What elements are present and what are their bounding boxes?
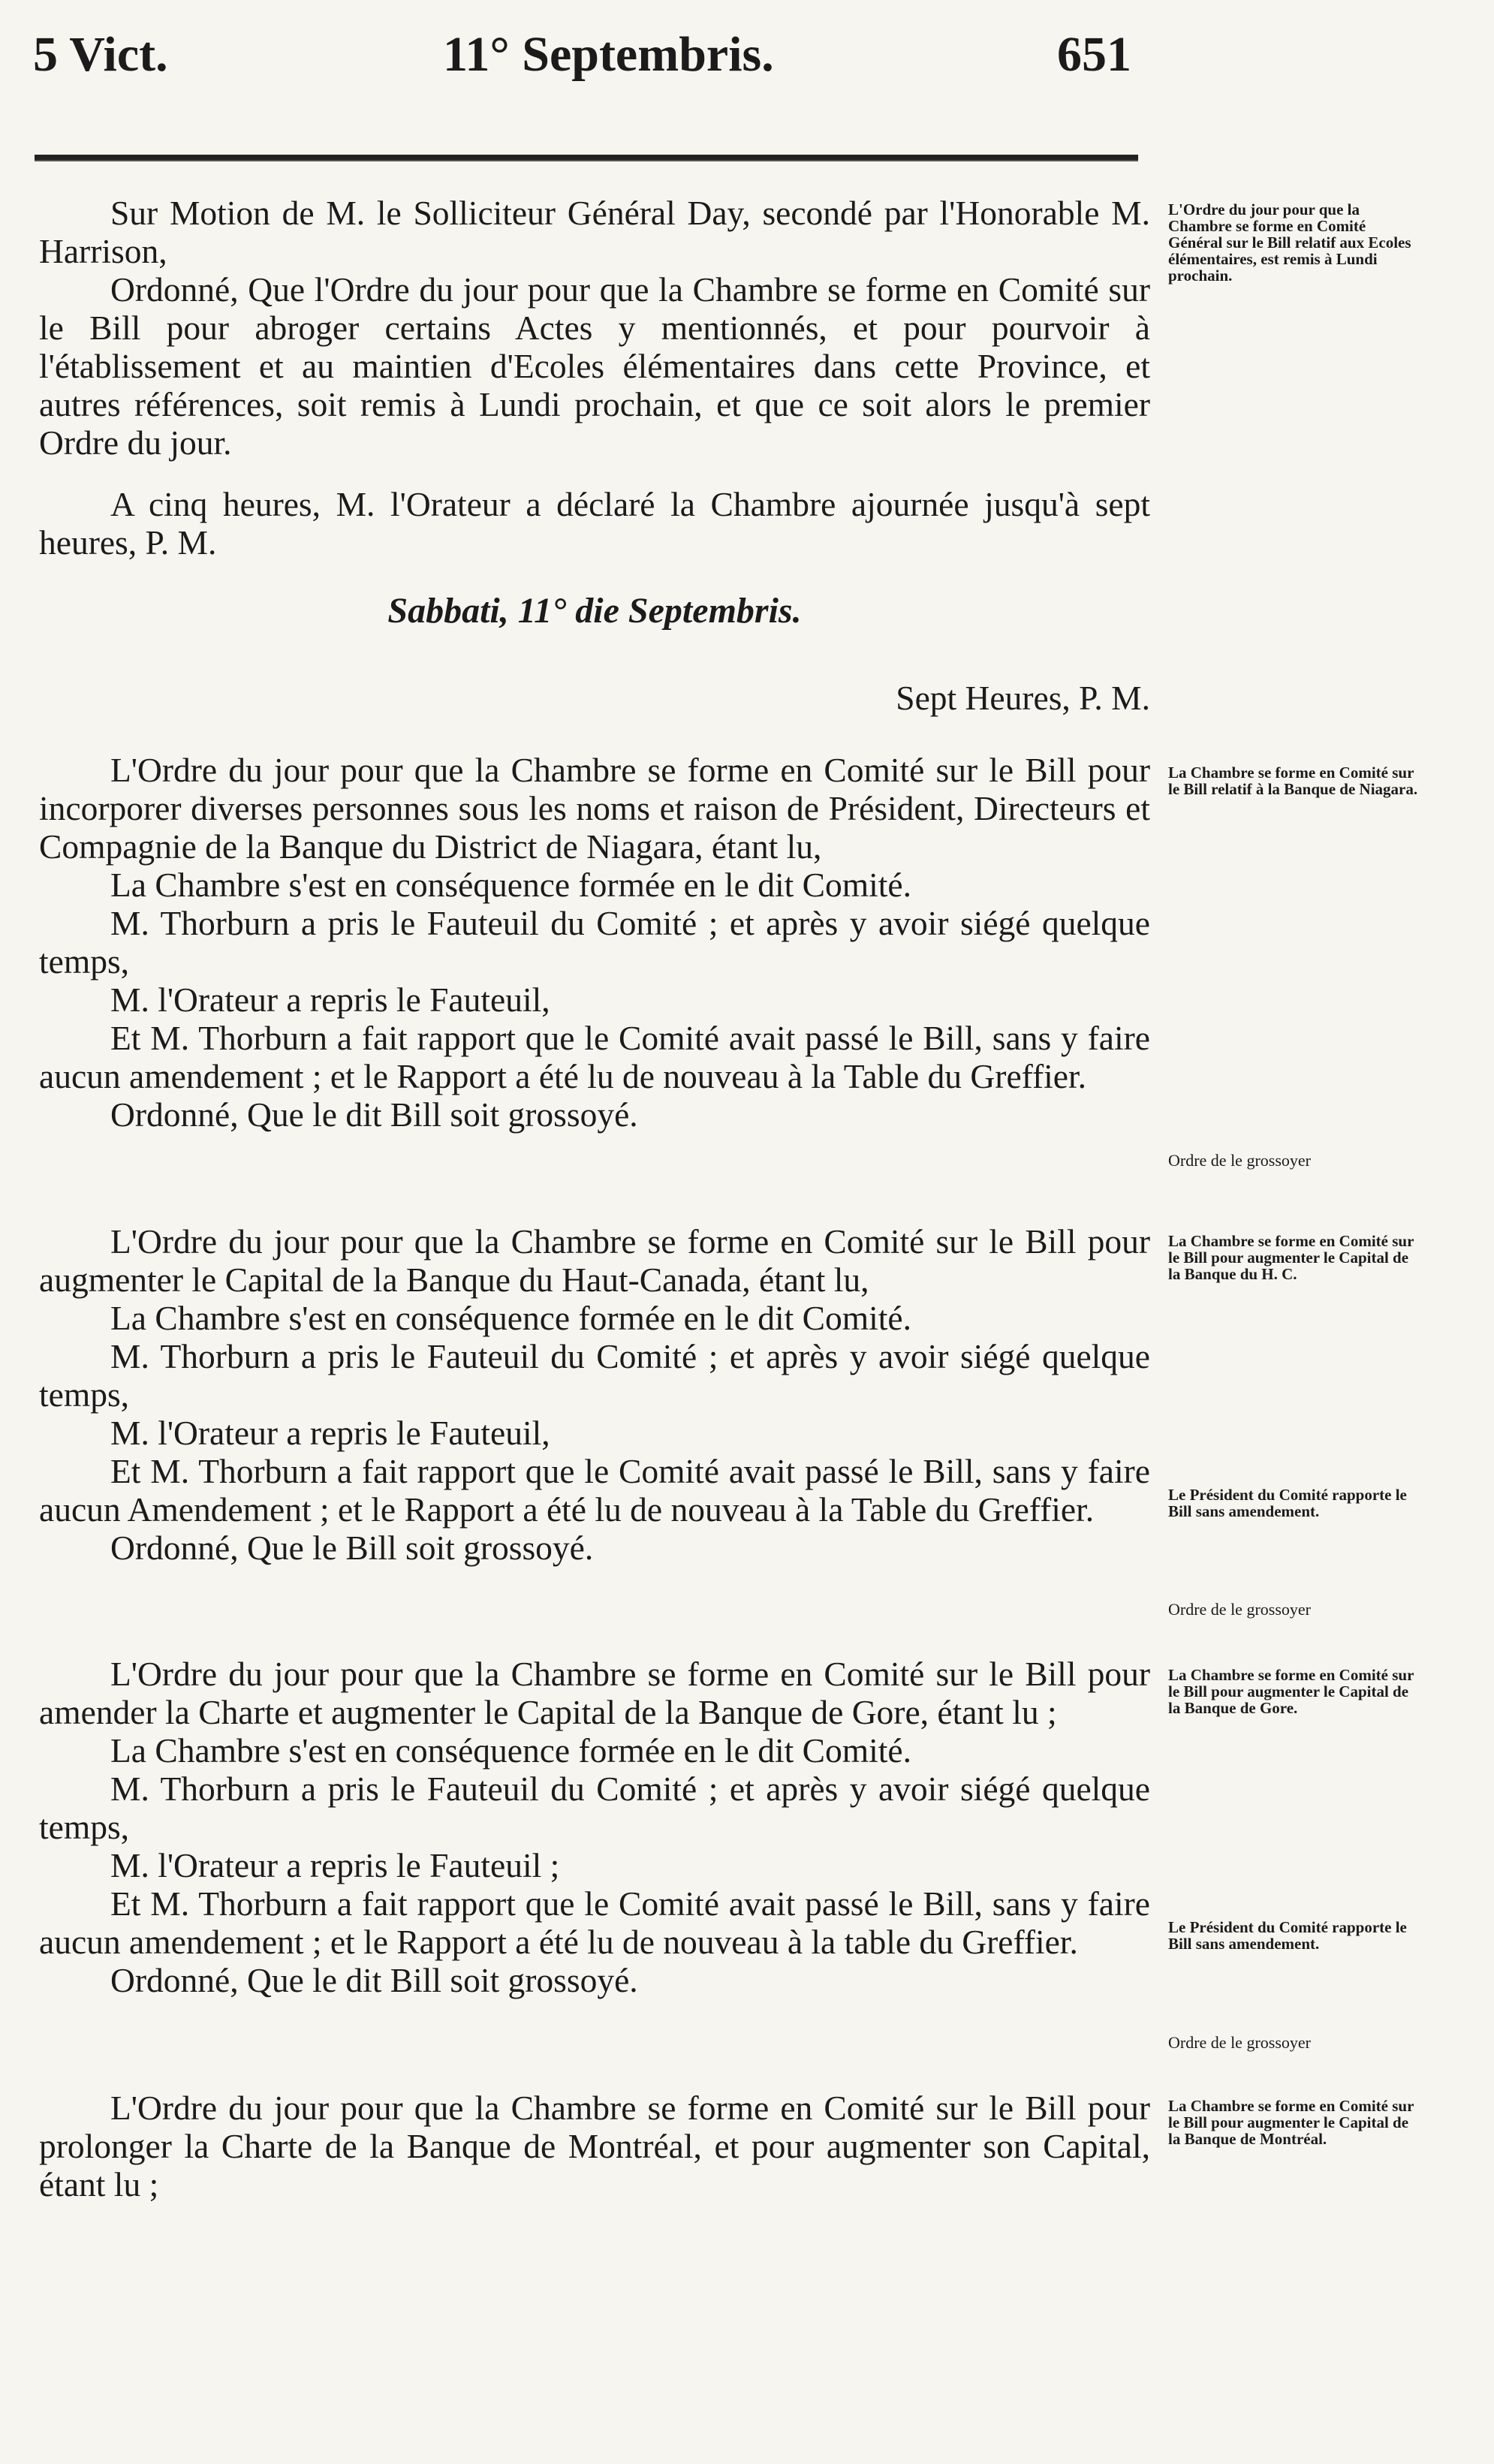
paragraph: La Chambre s'est en conséquence formée en le dit Comité. — [110, 1299, 911, 1337]
paragraph: L'Ordre du jour pour que la Chambre se forme en Comité sur le Bill pour prolonger la Charte de la Banque de Montréal, et pour augmenter son Capital, étant lu ; — [39, 2089, 1150, 2203]
paragraph: La Chambre s'est en conséquence formée en le dit Comité. — [110, 1731, 911, 1770]
paragraph: M. Thorburn a pris le Fauteuil du Comité ; et après y avoir siégé quelque temps, — [39, 1337, 1150, 1414]
header-rule — [35, 155, 1138, 161]
paragraph: M. l'Orateur a repris le Fauteuil, — [110, 980, 550, 1019]
header-left: 5 Vict. — [33, 27, 168, 82]
paragraph: L'Ordre du jour pour que la Chambre se forme en Comité sur le Bill pour incorporer diverses personnes sous les noms et raison de Président, Directeurs et Compagnie de la Banque du District de Niagara, étant lu, — [39, 751, 1150, 866]
page-number: 651 — [1057, 27, 1131, 82]
margin-note: La Chambre se forme en Comité sur le Bill pour augmenter le Capital de la Banque de Gore. — [1168, 1666, 1414, 1717]
paragraph: Ordonné, Que le Bill soit grossoyé. — [110, 1529, 594, 1567]
margin-note: Le Président du Comité rapporte le Bill sans amendement. — [1168, 1486, 1407, 1520]
paragraph: Ordonné, Que le dit Bill soit grossoyé. — [110, 1095, 638, 1134]
paragraph: Et M. Thorburn a fait rapport que le Comité avait passé le Bill, sans y faire aucun amendement ; et le Rapport a été lu de nouveau à la table du Greffier. — [39, 1884, 1150, 1961]
margin-note: Ordre de le grossoyer — [1168, 2033, 1311, 2052]
section-haut-canada — [39, 1222, 1150, 1567]
section-niagara — [39, 751, 1150, 1134]
margin-note: La Chambre se forme en Comité sur le Bill relatif à la Banque de Niagara. — [1168, 764, 1418, 798]
margin-note: L'Ordre du jour pour que la Chambre se forme en Comité Général sur le Bill relatif aux Ecoles élémentaires, est remis à Lundi prochain. — [1168, 200, 1411, 285]
paragraph: M. Thorburn a pris le Fauteuil du Comité ; et après y avoir siégé quelque temps, — [39, 1770, 1150, 1846]
paragraph: L'Ordre du jour pour que la Chambre se forme en Comité sur le Bill pour amender la Charte et augmenter le Capital de la Banque de Gore, étant lu ; — [39, 1655, 1150, 1731]
section-adjourn — [39, 485, 1150, 562]
time-line: Sept Heures, P. M. — [896, 679, 1150, 717]
paragraph: Ordonné, Que l'Ordre du jour pour que la Chambre se forme en Comité sur le Bill pour abroger certains Actes y mentionnés, et pour pourvoir à l'établissement et au maintien d'Ecoles élémentaires dans cette Province, et autres références, soit remis à Lundi prochain, et que ce soit alors le premier Ordre du jour. — [39, 270, 1150, 462]
paragraph: L'Ordre du jour pour que la Chambre se forme en Comité sur le Bill pour augmenter le Capital de la Banque du Haut-Canada, étant lu, — [39, 1222, 1150, 1299]
margin-note: La Chambre se forme en Comité sur le Bill pour augmenter le Capital de la Banque de Montréal. — [1168, 2097, 1414, 2148]
section-schools — [39, 194, 1150, 462]
date-heading: Sabbati, 11° die Septembris. — [387, 591, 802, 631]
paragraph: M. l'Orateur a repris le Fauteuil ; — [110, 1846, 560, 1884]
margin-note: Le Président du Comité rapporte le Bill sans amendement. — [1168, 1918, 1407, 1953]
paragraph: Sur Motion de M. le Solliciteur Général Day, secondé par l'Honorable M. Harrison, — [39, 194, 1150, 270]
header-center: 11° Septembris. — [443, 27, 774, 82]
margin-note: Ordre de le grossoyer — [1168, 1600, 1311, 1619]
margin-note: Ordre de le grossoyer — [1168, 1151, 1311, 1170]
paragraph: M. Thorburn a pris le Fauteuil du Comité ; et après y avoir siégé quelque temps, — [39, 904, 1150, 980]
paragraph: M. l'Orateur a repris le Fauteuil, — [110, 1414, 550, 1452]
paragraph: Ordonné, Que le dit Bill soit grossoyé. — [110, 1961, 638, 1999]
paragraph: Et M. Thorburn a fait rapport que le Comité avait passé le Bill, sans y faire aucun amendement ; et le Rapport a été lu de nouveau à la Table du Greffier. — [39, 1019, 1150, 1095]
margin-note: La Chambre se forme en Comité sur le Bill pour augmenter le Capital de la Banque du H. C. — [1168, 1232, 1414, 1283]
paragraph: La Chambre s'est en conséquence formée en le dit Comité. — [110, 866, 911, 904]
paragraph: A cinq heures, M. l'Orateur a déclaré la Chambre ajournée jusqu'à sept heures, P. M. — [39, 485, 1150, 562]
section-gore — [39, 1655, 1150, 1999]
section-montreal — [39, 2089, 1150, 2203]
paragraph: Et M. Thorburn a fait rapport que le Comité avait passé le Bill, sans y faire aucun Amendement ; et le Rapport a été lu de nouveau à la Table du Greffier. — [39, 1452, 1150, 1529]
